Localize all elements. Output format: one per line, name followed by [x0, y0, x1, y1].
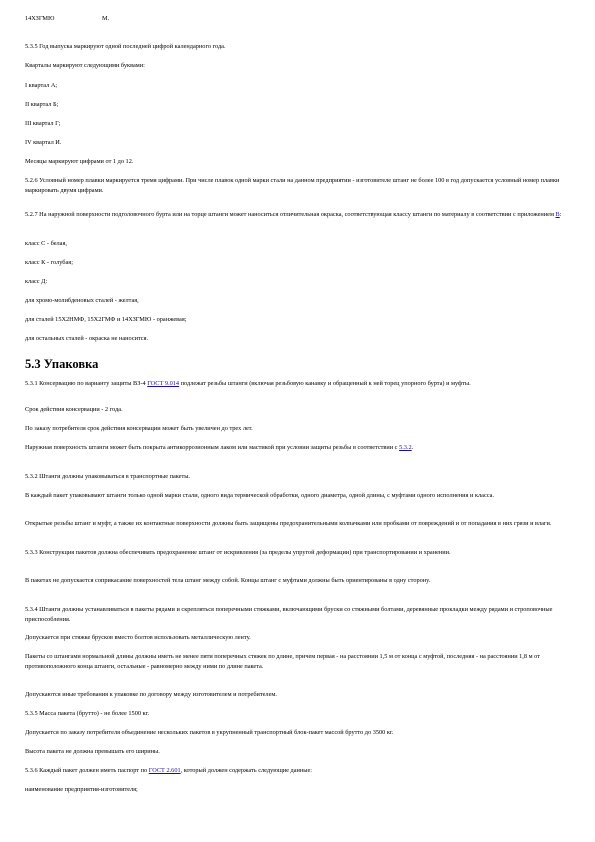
paragraph-532-c: Открытые резьбы штанг и муфт, а также их контактные поверхности должны быть защищены предохранительными колпачками или пробками от повреждений и от попадания в них грязи и влаги.	[25, 520, 552, 527]
paragraph-536-c: наименование предприятия-изготовителя;	[25, 786, 138, 793]
paragraph-534: 5.3.4 Штанги должны устанавливаться в пакеты рядами и скрепляться поперечными стяжками, включающими бруски со стяжными болтами, деревянные прокладки между рядами и строповочные приспособления.	[25, 606, 553, 623]
quarter-4: IV квартал И.	[25, 139, 62, 146]
clause-532-link[interactable]: 5.3.2	[399, 444, 412, 451]
quarter-3: III квартал Г;	[25, 120, 61, 127]
paragraph-535: 5.3.5 Масса пакета (брутто) - не более 1500 кг.	[25, 710, 150, 717]
gost-9014-link[interactable]: ГОСТ 9.014	[147, 380, 180, 387]
paragraph-534-c: Пакеты со штангами нормальной длины должны иметь не менее пяти поперечных стяжек по длине, причем первая - на расстоянии 1,5 м от конца с муфтой, последняя - на расстоянии 1,8 м от противоположного конца штанги, остальные - равномерно между ними по длине пакета.	[25, 653, 540, 670]
steel-grade-mark: М.	[102, 15, 110, 22]
steel-grade: 14ХЗГМЮ	[25, 15, 55, 22]
paragraph-surface: Наружная поверхность штанги может быть покрыта антикоррозионным лаком или мастикой при условии защиты резьбы в соответствии с 5.3.2.	[25, 444, 414, 451]
class-c: класс С - белая,	[25, 240, 67, 247]
paragraph-quarters-intro: Кварталы маркируют следующими буквами:	[25, 62, 145, 69]
paragraph-year: 5.3.5 Год выпуска маркируют одной последней цифрой календарного года.	[25, 43, 226, 50]
class-d: класс Д:	[25, 278, 48, 285]
paragraph-535-b: Допускается по заказу потребителя объединение нескольких пакетов в укрупненный транспортный блок-пакет массой брутто до 3500 кг.	[25, 729, 394, 736]
paragraph-531: 5.3.1 Консервацию по варианту защиты ВЗ-4 ГОСТ 9.014 подлежат резьбы штанги (включая резьбовую канавку и обращенный к ней торец упорного бурта) и муфты.	[25, 380, 471, 387]
paragraph-535-c: Высота пакета не должна превышать его ширины.	[25, 748, 160, 755]
paragraph-534-d: Допускаются иные требования к упаковке по договору между изготовителем и потребителем.	[25, 691, 277, 698]
class-d-other: для остальных сталей - окраска не наносится.	[25, 335, 149, 342]
paragraph-term: Срок действия консервации - 2 года.	[25, 406, 123, 413]
paragraph-536: 5.3.6 Каждый пакет должен иметь паспорт по ГОСТ 2.601, который должен содержать следующие данные:	[25, 767, 313, 774]
paragraph-533-b: В пакетах не допускается соприкасание поверхностей тела штанг между собой. Концы штанг с муфтами должны быть ориентированы в одну сторону.	[25, 577, 431, 584]
paragraph-534-b: Допускается при стяжке брусков вместо болтов использовать металлическую ленту.	[25, 634, 251, 641]
appendix-link[interactable]: В	[555, 211, 560, 218]
quarter-1: I квартал А;	[25, 82, 58, 89]
paragraph-532-b: В каждый пакет упаковывают штанги только одной марки стали, одного вида термической обработки, одного диаметра, одной длины, с муфтами одного исполнения и класса.	[25, 492, 494, 499]
class-d-special: для сталей 15Х2НМФ, 15Х2ГМФ и 14ХЗГМЮ - оранжевая;	[25, 316, 187, 323]
quarter-2: II квартал Б;	[25, 101, 59, 108]
paragraph-heat-number: 5.2.6 Условный номер плавки маркируется тремя цифрами. При числе плавок одной марки стали на данном предприятии - изготовителе штанг не более 100 в год допускается условный номер плавки маркировать двумя цифрами.	[25, 177, 560, 194]
paragraph-color-marking: 5.2.7 На наружной поверхности подголовочного бурта или на торце штанги может наноситься отличительная окраска, соответствующая классу штанги по материалу в соответствии с приложением В:	[25, 211, 562, 218]
class-k: класс К - голубая;	[25, 259, 73, 266]
paragraph-months: Месяцы маркируют цифрами от 1 до 12.	[25, 158, 134, 165]
section-title: 5.3 Упаковка	[25, 357, 99, 371]
paragraph-extend: По заказу потребителя срок действия консервации может быть увеличен до трех лет.	[25, 425, 253, 432]
paragraph-532: 5.3.2 Штанги должны упаковываться в транспортные пакеты.	[25, 473, 191, 480]
class-d-chrome: для хромо-молибденовых сталей - желтая,	[25, 297, 139, 304]
paragraph-533: 5.3.3 Конструкция пакетов должна обеспечивать предохранение штанг от искривления (за пределы упругой деформации) при транспортировании и хранении.	[25, 549, 451, 556]
gost-2601-link[interactable]: ГОСТ 2.601	[148, 767, 181, 774]
